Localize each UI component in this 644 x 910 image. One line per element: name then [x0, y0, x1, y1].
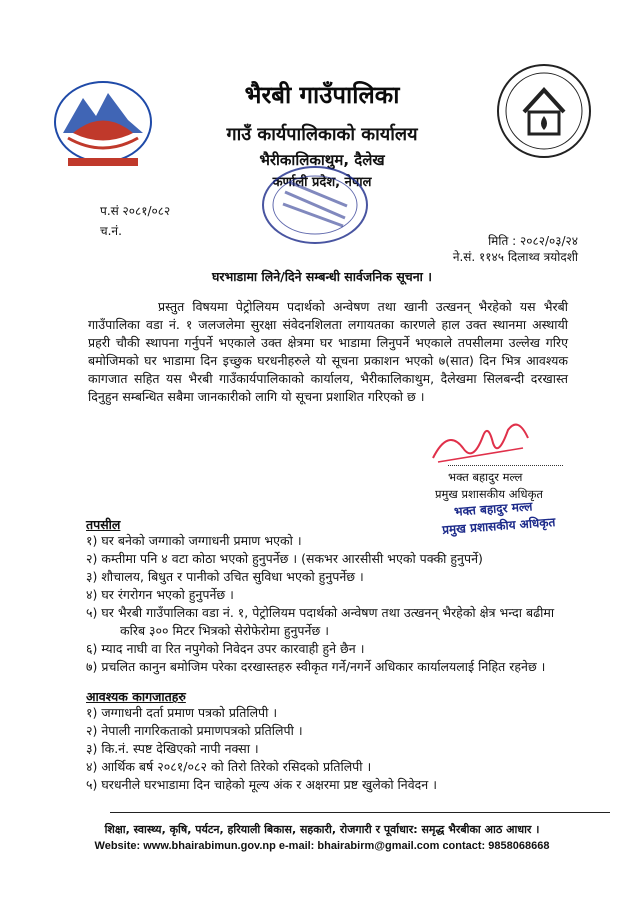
office-address: भैरीकालिकाथुम, दैलेख — [259, 151, 385, 169]
list-item: ५) घर भैरबी गाउँपालिका वडा नं. १, पेट्रोलियम पदार्थको अन्वेषण तथा उत्खनन् भैरहेको क्षेत्र भन्दा बढीमा — [86, 605, 555, 620]
municipality-title: भैरबी गाउँपालिका — [244, 81, 400, 109]
stamp-title: प्रमुख प्रशासकीय अधिकृत — [441, 515, 556, 537]
stamp-name: भक्त बहादुर मल्ल — [453, 499, 533, 519]
office-province: कर्णाली प्रदेश, नेपाल — [272, 175, 372, 190]
tapsil-list — [86, 532, 554, 676]
chalani-number: च.नं. — [100, 224, 122, 238]
footer-motto: शिक्षा, स्वास्थ्य, कृषि, पर्यटन, हरियाली बिकास, सहकारी, रोजगारी र पूर्वाधार: समृद्ध भैरबीका आठ आधार । — [104, 823, 540, 836]
footer-contact: Website: www.bhairabimun.gov.np e-mail: bhairabirm@gmail.com contact: 9858068668 — [94, 840, 550, 852]
signatory-name: भक्त बहादुर मल्ल — [448, 470, 523, 484]
list-item: १) जग्गाधनी दर्ता प्रमाण पत्रको प्रतिलिपी । — [86, 705, 278, 720]
notice-body: प्रस्तुत विषयमा पेट्रोलियम पदार्थको अन्वेषण तथा खानी उत्खनन् भैरहेको यस भैरबी गाउँपालिका वडा नं. १ जलजलेमा सुरक्षा संवेदनशिलता लगायतका कारणले हाल उक्त स्थानमा अस्थायी प्रहरी चौकी स्थापना गर्नुपर्ने भएकाले उक्त क्षेत्रमा घर भाडामा लिनुपर्ने भएकाले तपसीलमा उल्लेख गरिए बमोजिमको घर भाडामा दिन इच्छुक घरधनीहरुले यो सूचना प्रकाशन भएको ७(सात) दिन भित्र आवश्यक कागजात सहित यस भैरबी गाउँकार्यपालिकाको कार्यालय, भैरीकालिकाथुम, दैलेखमा सिलबन्दी दरखास्त दिनुहुन सम्बन्धित सबैमा जानकारीको लागि यो सूचना प्रशाशित गरिएको छ । — [88, 299, 568, 404]
list-item: ४) आर्थिक बर्ष २०८१/०८२ को तिरो तिरेको रसिदको प्रतिलिपी । — [86, 759, 372, 774]
date-nepal-sambat: ने.सं. ११४५ दिलाथ्व त्रयोदशी — [452, 250, 578, 264]
list-item: ७) प्रचलित कानुन बमोजिम परेका दरखास्तहरु स्वीकृत गर्ने/नगर्ने अधिकार कार्यालयलाई निहित रहनेछ । — [86, 659, 546, 674]
signatory-title: प्रमुख प्रशासकीय अधिकृत — [435, 487, 543, 501]
list-item: ४) घर रंगरोगन भएको हुनुपर्नेछ । — [86, 587, 234, 602]
documents-heading: आवश्यक कागजातहरु — [86, 689, 186, 704]
list-item: ३) शौचालय, बिधुत र पानीको उचित सुविधा भएको हुनुपर्नेछ । — [86, 569, 364, 584]
list-item: ५) घरधनीले घरभाडामा दिन चाहेको मूल्य अंक र अक्षरमा प्रष्ट खुलेको निवेदन । — [86, 777, 437, 792]
list-item: ३) कि.नं. स्पष्ट देखिएको नापी नक्सा । — [86, 741, 259, 756]
office-stamp — [255, 160, 375, 250]
patra-sankhya: प.सं २०८१/०८२ — [100, 204, 171, 218]
footer-divider — [110, 812, 610, 813]
signature-line — [448, 465, 563, 466]
documents-list — [86, 704, 437, 794]
list-item: ६) म्याद नाघी वा रित नपुगेको निवेदन उपर कारवाही हुने छैन । — [86, 641, 365, 656]
handwritten-signature — [428, 418, 538, 472]
office-name: गाउँ कार्यपालिकाको कार्यालय — [226, 124, 418, 145]
list-item: २) नेपाली नागरिकताको प्रमाणपत्रको प्रतिलिपी । — [86, 723, 303, 738]
list-item: १) घर बनेको जग्गाको जग्गाधनी प्रमाण भएको । — [86, 533, 302, 548]
notice-subject: घरभाडामा लिने/दिने सम्बन्धी सार्वजनिक सूचना । — [212, 269, 432, 284]
list-item: करिब ३०० मिटर भित्रको सेरोफेरोमा हुनुपर्नेछ । — [120, 623, 329, 638]
tapsil-heading: तपसील — [86, 517, 121, 532]
list-item: २) कम्तीमा पनि ४ वटा कोठा भएको हुनुपर्नेछ । (सकभर आरसीसी भएको पक्की हुनुपर्ने) — [86, 551, 483, 566]
date-miti: मिति : २०८२/०३/२४ — [488, 234, 578, 248]
